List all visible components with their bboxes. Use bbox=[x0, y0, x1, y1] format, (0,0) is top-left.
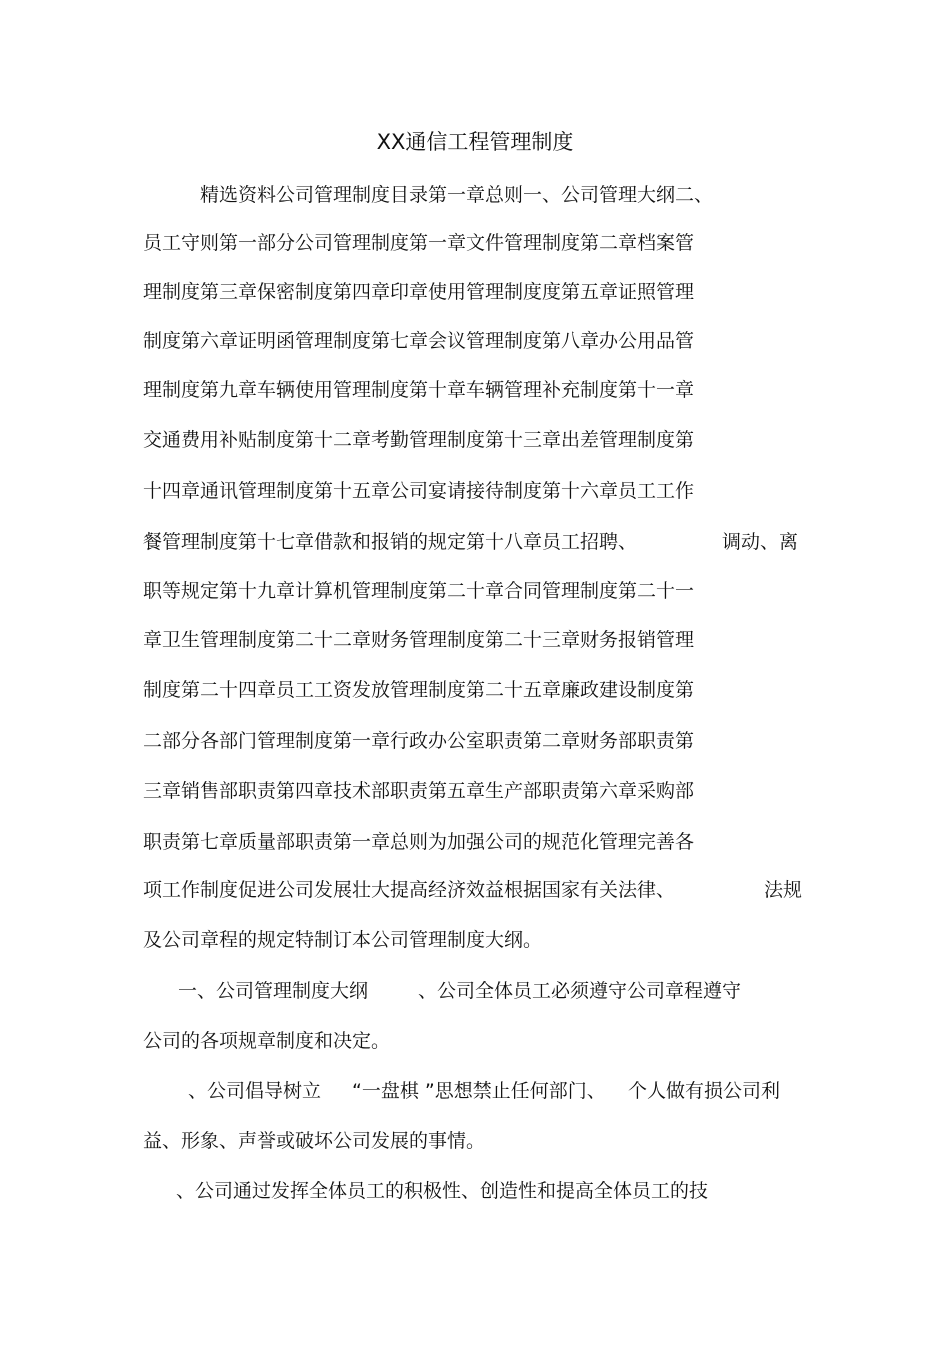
text-line: 法规 bbox=[764, 879, 803, 901]
text-line: 精选资料公司管理制度目录第一章总则一、公司管理大纲二、 bbox=[200, 184, 714, 206]
text-line: 公司的各项规章制度和决定。 bbox=[143, 1030, 391, 1052]
text-line: “一盘棋 ”思想禁止任何部门、 bbox=[352, 1080, 606, 1102]
text-line: 及公司章程的规定特制订本公司管理制度大纲。 bbox=[143, 929, 543, 951]
text-line: 、公司全体员工必须遵守公司章程遵守 bbox=[418, 980, 742, 1002]
text-line: 制度第二十四章员工工资发放管理制度第二十五章廉政建设制度第 bbox=[143, 679, 695, 701]
text-line: 章卫生管理制度第二十二章财务管理制度第二十三章财务报销管理 bbox=[143, 629, 695, 651]
text-line: 项工作制度促进公司发展壮大提高经济效益根据国家有关法律、 bbox=[143, 879, 676, 901]
text-line: 二部分各部门管理制度第一章行政办公室职责第二章财务部职责第 bbox=[143, 730, 695, 752]
text-line: 员工守则第一部分公司管理制度第一章文件管理制度第二章档案管 bbox=[143, 232, 695, 254]
text-line: 职等规定第十九章计算机管理制度第二十章合同管理制度第二十一 bbox=[143, 580, 695, 602]
text-line: 益、形象、声誉或破坏公司发展的事情。 bbox=[143, 1130, 486, 1152]
text-line: 理制度第九章车辆使用管理制度第十章车辆管理补充制度第十一章 bbox=[143, 379, 695, 401]
text-line: 、公司通过发挥全体员工的积极性、创造性和提高全体员工的技 bbox=[176, 1180, 709, 1202]
document-title: XX通信工程管理制度 bbox=[376, 130, 574, 154]
text-line: 餐管理制度第十七章借款和报销的规定第十八章员工招聘、 bbox=[143, 531, 638, 553]
text-line: 理制度第三章保密制度第四章印章使用管理制度度第五章证照管理 bbox=[143, 281, 695, 303]
text-line: 三章销售部职责第四章技术部职责第五章生产部职责第六章采购部 bbox=[143, 780, 695, 802]
text-line: 职责第七章质量部职责第一章总则为加强公司的规范化管理完善各 bbox=[143, 831, 695, 853]
text-line: 个人做有损公司利 bbox=[628, 1080, 781, 1102]
section-heading: 一、公司管理制度大纲 bbox=[178, 980, 369, 1002]
text-line: 制度第六章证明函管理制度第七章会议管理制度第八章办公用品管 bbox=[143, 330, 695, 352]
text-line: 调动、离 bbox=[722, 531, 799, 553]
text-line: 、公司倡导树立 bbox=[188, 1080, 322, 1102]
text-line: 交通费用补贴制度第十二章考勤管理制度第十三章出差管理制度第 bbox=[143, 429, 695, 451]
text-line: 十四章通讯管理制度第十五章公司宴请接待制度第十六章员工工作 bbox=[143, 480, 695, 502]
